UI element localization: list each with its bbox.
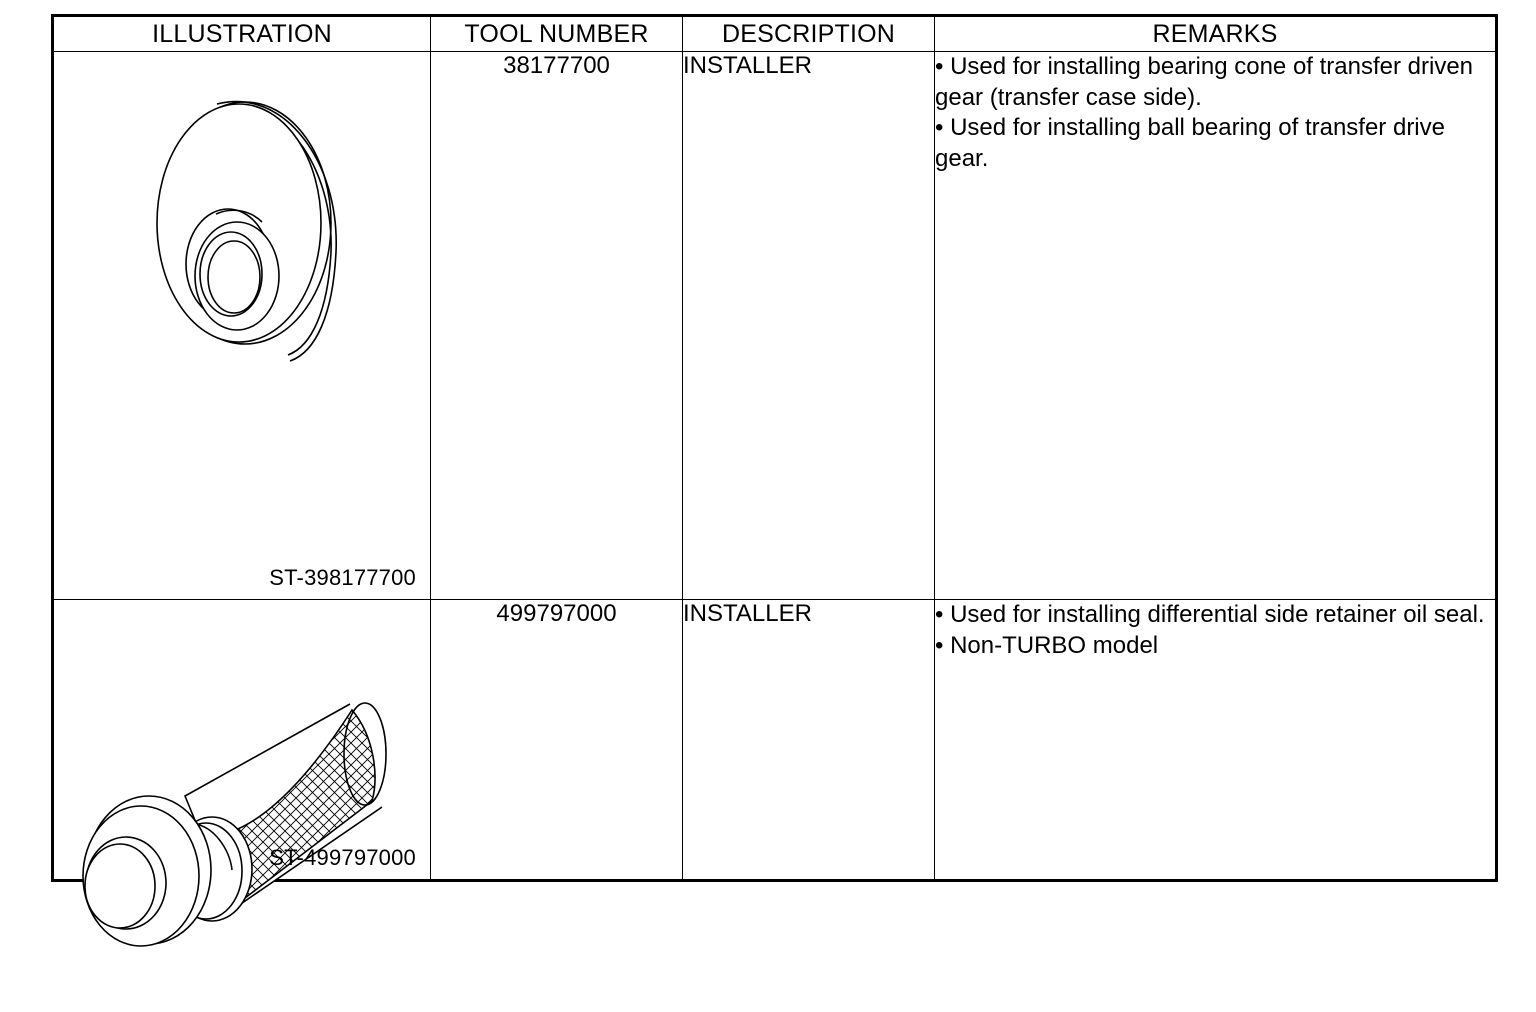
remark-item: • Non-TURBO model bbox=[935, 631, 1159, 659]
tool-number-cell: 499797000 bbox=[431, 600, 683, 881]
installer-disc-illustration bbox=[54, 52, 430, 464]
installer-shaft-illustration bbox=[54, 600, 430, 1012]
header-row bbox=[53, 16, 1497, 52]
illustration-code: ST-398177700 bbox=[269, 565, 416, 591]
remark-item: • Used for installing bearing cone of transfer driven gear (transfer case side). bbox=[935, 53, 1474, 111]
header-illustration: ILLUSTRATION bbox=[53, 16, 431, 52]
remark-item: • Used for installing ball bearing of transfer drive gear. bbox=[935, 114, 1445, 172]
header-tool-number: TOOL NUMBER bbox=[431, 16, 683, 52]
remark-item: • Used for installing differential side retainer oil seal. bbox=[935, 601, 1485, 629]
description-cell: INSTALLER bbox=[683, 52, 935, 600]
remarks-cell bbox=[935, 600, 1497, 881]
tool-number-cell: 38177700 bbox=[431, 52, 683, 600]
table-row bbox=[53, 600, 1497, 881]
illustration-code: ST-499797000 bbox=[269, 845, 416, 870]
remarks-cell bbox=[935, 52, 1497, 600]
table-row bbox=[53, 52, 1497, 600]
header-remarks: REMARKS bbox=[935, 16, 1497, 52]
description-cell: INSTALLER bbox=[683, 600, 935, 881]
special-tools-table bbox=[51, 14, 1498, 882]
header-description: DESCRIPTION bbox=[683, 16, 935, 52]
illustration-cell bbox=[53, 600, 431, 881]
illustration-cell bbox=[53, 52, 431, 600]
